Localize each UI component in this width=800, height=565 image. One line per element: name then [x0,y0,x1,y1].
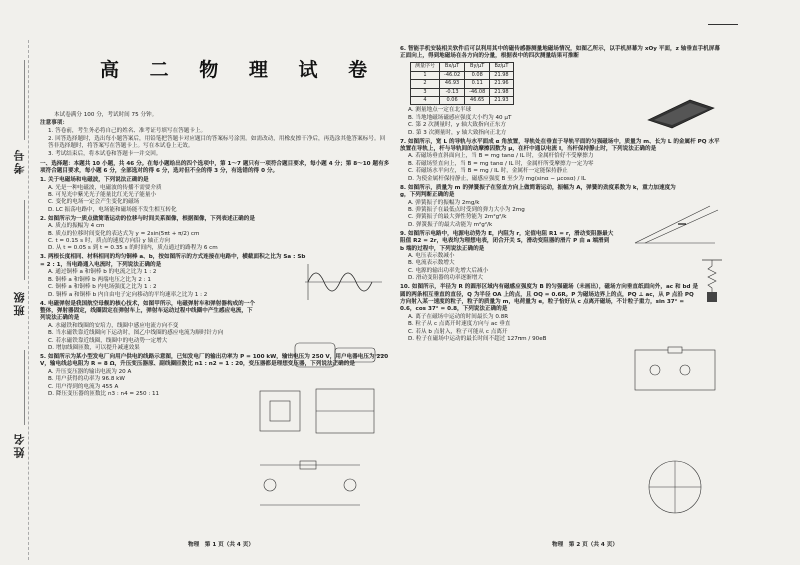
option: D. LC 振荡电路中，电场能和磁场能不发生相互转化 [48,206,177,213]
table-row [411,80,514,88]
exam-no-line [24,60,25,140]
option: A. 若磁场垂直斜面向上，当 B = mg tanα / IL 时，金属杆恰好不受摩擦力 [408,153,594,160]
option: B. 用户获得的功率为 96.8 kW [48,376,125,383]
option: A. 光是一种电磁波，电磁波的传播不需要介质 [48,184,162,191]
option: A. 通过铜棒 a 和铜棒 b 的电流之比为 1 : 2 [48,269,157,276]
footer-page-2: 物理 第 2 页（共 4 页） [552,542,618,548]
transmission-line-figure [240,455,380,515]
table-header: By/μT [465,63,490,71]
option: C. 用户得到的电流为 455 A [48,383,119,390]
table-cell: 21.98 [490,88,513,96]
option: D. 降压变压器的匝数比 n3 : n4 = 250 : 11 [48,390,160,397]
table-header-row [411,63,514,71]
table-cell: -46.08 [465,88,490,96]
option: D. 粒子在磁场中运动的最长时间不超过 127πm / 90eB [408,336,547,342]
option: D. 增加线圈匝数，可以提升减速效果 [48,344,140,351]
option: B. 当水磁铁靠近线圈向下运动时，图乙中线圈的感应电流为顺时针方向 [48,330,224,337]
note-item: 1. 答卷前，考生务必将自己的姓名、准考证号填写在答题卡上。 [48,128,207,134]
option: B. 铜棒 a 和铜棒 b 两端电压之比为 2 : 1 [48,276,151,283]
option: B. 粒子从 c 点离开时速度方向与 ac 垂直 [408,321,511,328]
option: C. 第 2 次测量时，y 轴大致指向正东方 [408,122,506,129]
copper-rods-figure [285,335,385,375]
inclined-rail-figure [630,198,720,248]
question-stem: 7. 如图所示，宽 L 的导轨与水平面成 α 角放置，导轨处在垂直于导轨平面的匀强磁场中，质量为 m、长为 L 的金属杆 PQ 水平放置在导轨上，杆与导轨间的动摩擦因数为 μ，在杆中通以电流 I，当杆保持静止时，下列说法正确的是 [400,138,720,153]
electromagnetic-launch-figure [258,385,378,440]
option: A. 电压表示数减小 [408,252,455,259]
phone-figure [640,92,720,132]
corner-mark [708,24,738,25]
table-cell: 1 [411,71,440,79]
question-stem: 8. 如图所示，质量为 m 的弹簧振子在竖直方向上做简谐运动，振幅为 A，弹簧的劲度系数为 k，重力加速度为 g，下列判断正确的是 [400,184,676,199]
name-line [24,350,25,425]
option: C. 若磁场水平向左，当 B = mg / IL 时，金属杆一定能保持静止 [408,168,568,175]
measurement-table [410,62,514,105]
table-row [411,88,514,96]
table-cell: 0.06 [440,97,465,105]
table-cell: 2 [411,80,440,88]
option: C. t = 0.15 s 时，质点的速度方向沿 y 轴正方向 [48,238,171,245]
table-cell: 0.11 [465,80,490,88]
option: A. 升压变压器的输出电流为 20 A [48,368,132,375]
exam-no-label: 考号 [13,148,26,174]
option: A. 水磁铁和线圈的安培力，线圈中感应电流方向不变 [48,322,179,329]
question-stem: 9. 如图所示电路中，电源电动势为 E，内阻为 r，定值电阻 R1 = r，滑动变阻器最大阻值 R2 = 2r，电表均为理想电表，闭合开关 S，滑动变阻器的滑片 P 由 a 端滑到 b 端的过程中，下列说法正确的是 [400,230,614,252]
option: B. 质点的位移时间变化的表达式为 y = 2sin(5πt + π/2) cm [48,230,200,237]
class-label: 班级 [13,290,26,316]
question-stem: 1. 关于电磁场和电磁波，下列说法正确的是 [40,177,149,184]
option: C. 弹簧振子的最大弹性势能为 2m²g²/k [408,214,507,221]
option: B. 弹簧振子在最低点时受到的弹力大小为 2mg [408,206,525,213]
option: B. 可见光中紫光光子能量比红光光子能量小 [48,192,157,199]
class-line [24,200,25,280]
option: C. 铜棒 a 和铜棒 b 内电场强度之比为 1 : 2 [48,284,157,291]
right-column [400,44,720,343]
question-stem: 4. 电磁弹射是我国航空母舰的核心技术，如图甲所示，电磁弹射车和弹射器构成的一个整体，弹射器固定，线圈固定在弹射车上，弹射车运动过程中线圈中产生感应电流，下列说法正确的是 [40,300,255,322]
table-row [411,71,514,79]
option: B. 当地地磁场磁感应强度大小约为 40 μT [408,114,512,121]
question-stem: 5. 如图所示为某小型发电厂向用户供电的线路示意图，已知发电厂的输出功率为 P = 100 kW，输出电压为 250 V，用户电器电压为 220 V，输电线总电阻为 R = 8 Ω，升压变压器原、副线圈匝数比 n1 : n2 = 1 : 20，变压器都是理想变压器，下列说法正确的是 [40,353,389,368]
option: D. 滑动变阻器的功率逐渐增大 [408,275,483,282]
option: D. 从 t = 0.05 s 到 t = 0.35 s 的时间内，质点通过的路程为 6 cm [48,245,218,252]
circuit-figure [630,345,720,395]
section-heading: 一、选择题：本题共 10 小题，共 46 分。在每小题给出的四个选项中，第 1～7 题只有一项符合题目要求，每小题 4 分；第 8～10 题有多项符合题目要求，每小题 6 分，全部选对的得 6 分，选对但不全的得 3 分，有选错的得 0 分。 [40,160,390,175]
table-cell: 46.65 [465,97,490,105]
table-cell: -0.13 [440,88,465,96]
binding-strip [0,0,38,565]
question-stem: 10. 如图所示，半径为 R 的圆形区域内有磁感应强度为 B 的匀强磁场（未画出），磁场方向垂直纸面向外，ac 和 bd 是圆的两条相互垂直的直径，Q 为半径 OA 上的点，且 OQ = 0.6R。P 为磁场边界上的点，PQ ⊥ ac，从 P 点沿 PQ 方向射入某一速度的粒子，粒子的质量为 m，电荷量为 e，粒子恰好从 c 点离开磁场，不计粒子重力，sin 37° = 0.6，cos 37° = 0.8，下列说法正确的是 [400,284,699,313]
option: D. 第 3 次测量时，y 轴大致指向正北方 [408,129,507,136]
spring-oscillator-figure [700,258,725,308]
table-cell: 3 [411,88,440,96]
question-stem: 6. 智能手机安装相关软件后可以利用其中的磁传感器测量地磁场情况，如图乙所示，以手机屏幕为 xOy 平面，z 轴垂直手机屏幕正面向上，得到地磁场在各方向的分量，根据表中的四次测量结果可推断 [400,45,720,59]
question-stem: 2. 如图所示为一质点做简谐运动的位移与时间关系图像，根据图像，下列表述正确的是 [40,215,255,222]
table-cell: 4 [411,97,440,105]
name-label: 姓名 [13,432,26,458]
option: B. 电流表示数增大 [408,260,455,267]
option: D. 为使金属杆保持静止，磁感应强度 B 至少为 mg(sinα − μcosα) / IL [408,175,586,182]
option: B. 若磁场竖直向上，当 B = mg tanα / IL 时，金属杆所受摩擦力一定为零 [408,160,594,167]
option: A. 质点的振幅为 4 cm [48,223,105,230]
page-title: 高 二 物 理 试 卷 [100,59,380,81]
footer-page-1: 物理 第 1 页（共 4 页） [188,542,254,548]
option: C. 变化的电场一定会产生变化的磁场 [48,199,140,206]
option: D. 铜棒 a 和铜棒 b 内自由电子定向移动的平均速率之比为 1 : 2 [48,291,208,298]
table-cell: 21.98 [490,71,513,79]
option: D. 弹簧振子的最大动能为 m²g²/k [408,221,493,228]
note-item: 3. 考试结束后，将本试卷和答题卡一并交回。 [48,151,162,158]
option: C. 若水磁铁靠近线圈，线圈中的电动势一定增大 [48,337,168,344]
table-header: Bx/μT [440,63,465,71]
option: A. 离子在磁场中运动的时间最长为 0.8R [408,313,509,320]
sine-wave-figure [300,262,385,302]
notice-title: 注意事项： [40,120,68,126]
table-cell: 21.96 [490,80,513,88]
option: A. 测量地点一定在北半球 [408,107,472,114]
intro-line: 本试卷满分 100 分，考试时间 75 分钟。 [54,112,158,118]
table-cell: 21.93 [490,97,513,105]
circular-field-figure [640,455,710,520]
option: C. 电源的输出功率先增大后减小 [408,267,489,274]
table-cell: 46.93 [440,80,465,88]
option: C. 若从 b 点射入，粒子可能从 c 点离开 [408,328,508,335]
note-item: 2. 回答选择题时，选出每小题答案后，用铅笔把答题卡对应题目的答案标号涂黑。如需改动，用橡皮擦干净后，再选涂其他答案标号。回答非选择题时，将答案写在答题卡上。写在本试卷上无效。 [48,136,386,150]
table-cell: 0.08 [465,71,490,79]
cut-line [28,40,29,560]
table-row [411,97,514,105]
option: A. 弹簧振子的振幅为 2mg/k [408,199,480,206]
table-header: 测量序号 [411,63,440,71]
table-cell: -46.02 [440,71,465,79]
question-stem: 3. 两根长度相同、材料相同的均匀铜棒 a、b，按如图所示的方式连接在电路中，横截面积之比为 Sa : Sb = 2 : 1，当电路通入电流时，下列说法正确的是 [40,254,306,268]
table-header: Bz/μT [490,63,513,71]
